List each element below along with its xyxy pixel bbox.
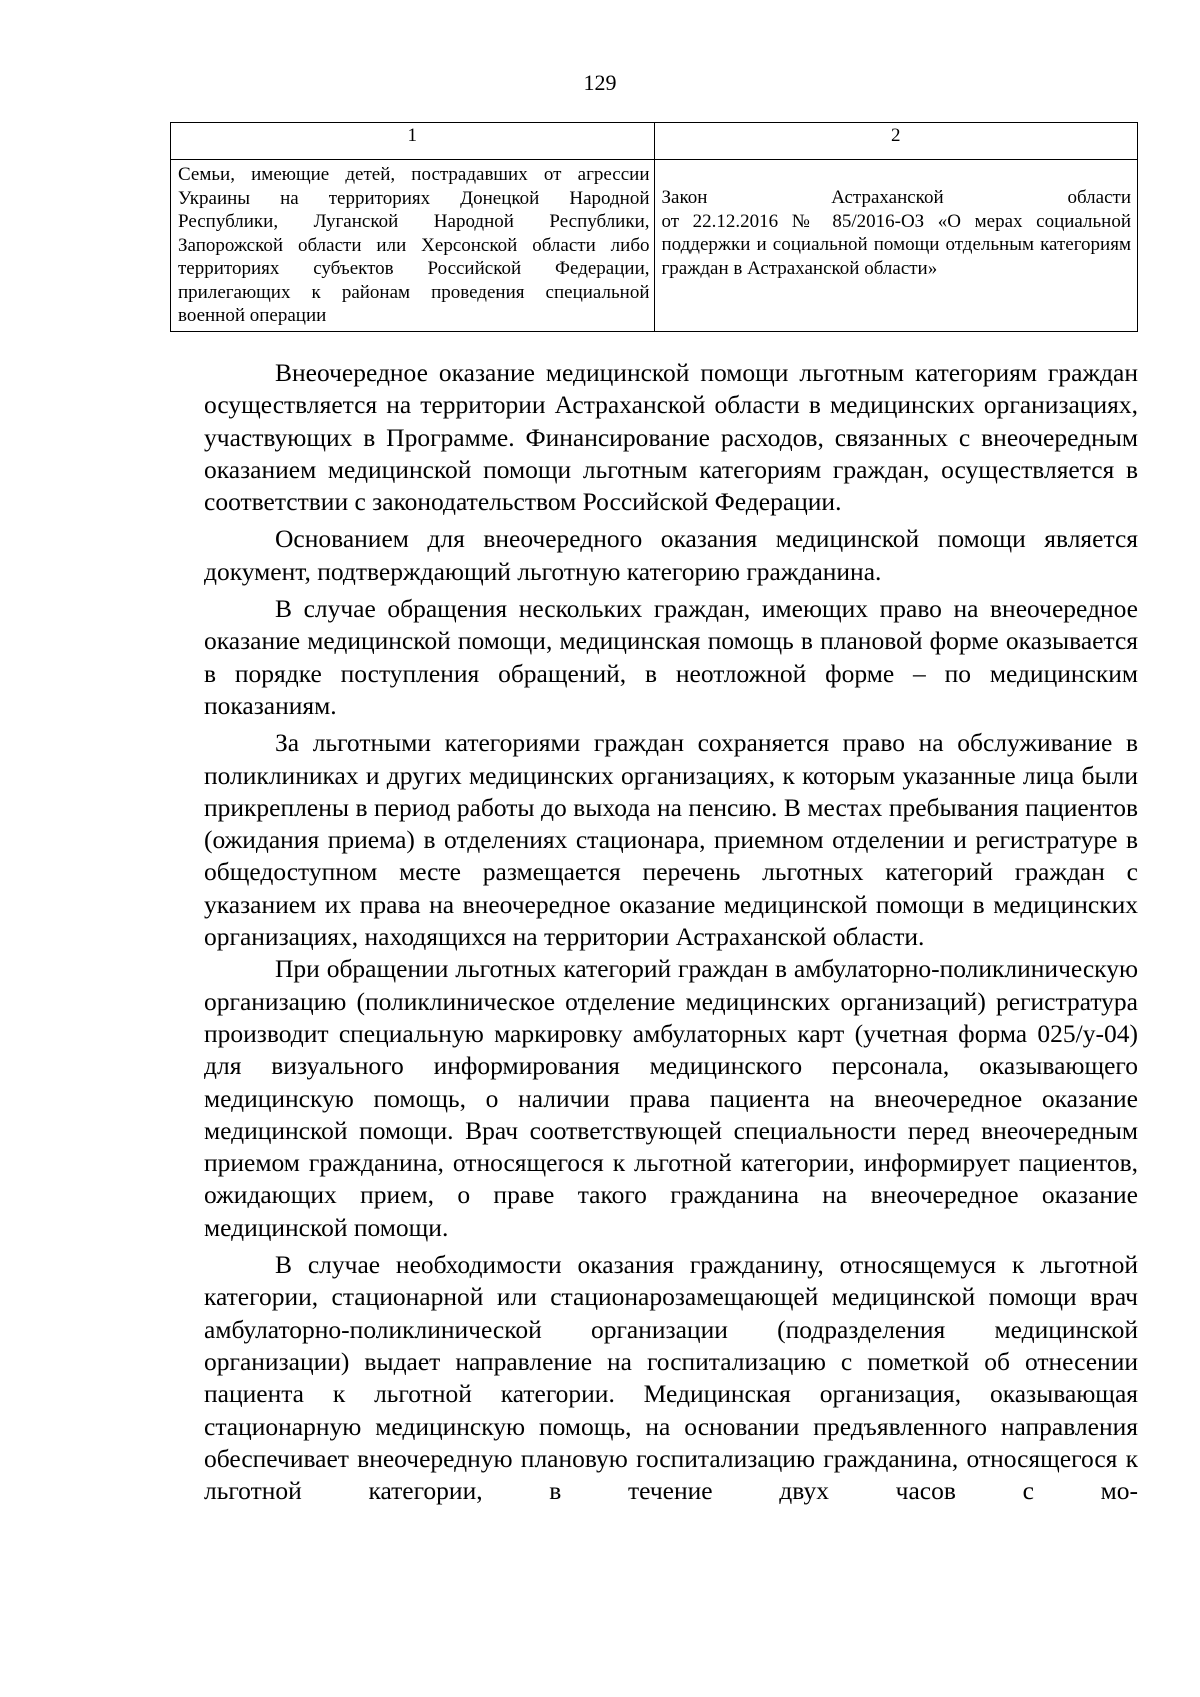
category-cell: Семьи, имеющие детей, пострадавших от агрессии Украины на территориях Донецкой Народной Республики, Луганской Народной Республики, Запорожской области или Херсонской области либо территориях субъектов Российской Федерации, прилегающих к районам проведения специальной военной операции xyxy=(171,160,655,332)
law-cell xyxy=(654,160,1138,332)
page-number: 129 xyxy=(583,70,617,95)
benefits-table xyxy=(170,122,1138,332)
body-text xyxy=(204,357,1138,1507)
column-header-2: 2 xyxy=(654,123,1138,160)
paragraph-2: Основанием для внеочередного оказания медицинской помощи является документ, подтверждающий льготную категорию гражданина. xyxy=(204,524,1138,586)
law-cell-rest: от 22.12.2016 № 85/2016-ОЗ «О мерах социальной поддержки и социальной помощи отдельным категориям граждан в Астраханской области» xyxy=(661,210,1131,279)
table-header-row xyxy=(171,123,1138,160)
paragraph-6: В случае необходимости оказания гражданину, относящемуся к льготной категории, стационарной или стационарозамещающей медицинской помощи врач амбулаторно-поликлинической организации (подразделения медицинской организации) выдает направление на госпитализацию с пометкой об отнесении пациента к льготной категории. Медицинская организация, оказывающая стационарную медицинскую помощь, на основании предъявленного направления обеспечивает внеочередную плановую госпитализацию гражданина, относящегося к льготной категории, в течение двух часов с мо- xyxy=(204,1250,1138,1506)
column-header-1: 1 xyxy=(171,123,655,160)
table-row xyxy=(171,160,1138,332)
law-cell-first-line: Закон Астраханской области xyxy=(661,187,1131,208)
paragraph-3: В случае обращения нескольких граждан, имеющих право на внеочередное оказание медицинской помощи, медицинская помощь в плановой форме оказывается в порядке поступления обращений, в неотложной форме – по медицинским показаниям. xyxy=(204,594,1138,720)
paragraph-4: За льготными категориями граждан сохраняется право на обслуживание в поликлиниках и других медицинских организациях, к которым указанные лица были прикреплены в период работы до выхода на пенсию. В местах пребывания пациентов (ожидания приема) в отделениях стационара, приемном отделении и регистратуре в общедоступном месте размещается перечень льготных категорий граждан с указанием их права на внеочередное оказание медицинской помощи в медицинских организациях, находящихся на территории Астраханской области. xyxy=(204,728,1138,952)
paragraph-1: Внеочередное оказание медицинской помощи льготным категориям граждан осуществляется на территории Астраханской области в медицинских организациях, участвующих в Программе. Финансирование расходов, связанных с внеочередным оказанием медицинской помощи льготным категориям граждан, осуществляется в соответствии с законодательством Российской Федерации. xyxy=(204,358,1138,517)
paragraph-5: При обращении льготных категорий граждан в амбулаторно-поликлиническую организацию (поликлиническое отделение медицинских организаций) регистратура производит специальную маркировку амбулаторных карт (учетная форма 025/у-04) для визуального информирования медицинского персонала, оказывающего медицинскую помощь, о наличии права пациента на внеочередное оказание медицинской помощи. Врач соответствующей специальности перед внеочередным приемом гражданина, относящегося к льготной категории, информирует пациентов, ожидающих прием, о праве такого гражданина на внеочередное оказание медицинской помощи. xyxy=(204,954,1138,1242)
